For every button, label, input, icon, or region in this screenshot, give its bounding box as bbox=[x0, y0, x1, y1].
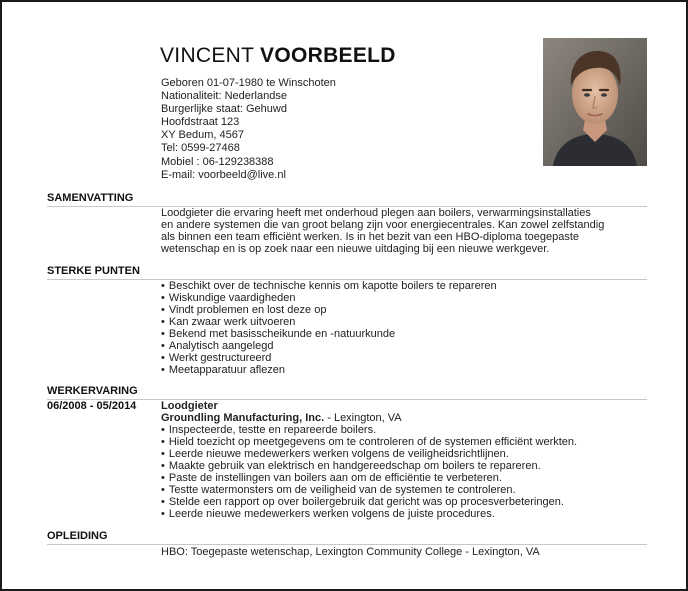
employer-line bbox=[161, 412, 651, 424]
contact-line: Hoofdstraat 123 bbox=[161, 116, 240, 129]
section-divider bbox=[47, 544, 647, 545]
list-item: • Maakte gebruik van elektrisch en handgereedschap om boilers te repareren. bbox=[161, 460, 651, 472]
list-item: • Leerde nieuwe medewerkers werken volgens de veiligheidsrichtlijnen. bbox=[161, 448, 651, 460]
list-item: • Werkt gestructureerd bbox=[161, 352, 651, 364]
contact-line: E-mail: voorbeeld@live.nl bbox=[161, 168, 286, 181]
summary-line: wetenschap en is op zoek naar een nieuwe uitdaging bij een nieuwe werkgever. bbox=[161, 243, 550, 255]
employer-name: Groundling Manufacturing, Inc. bbox=[161, 412, 325, 424]
list-item: • Meetapparatuur aflezen bbox=[161, 364, 651, 376]
portrait-image bbox=[543, 38, 647, 166]
section-title-education: OPLEIDING bbox=[47, 530, 108, 542]
experience-entry bbox=[161, 400, 651, 520]
candidate-name bbox=[160, 44, 396, 68]
contact-details bbox=[161, 77, 336, 182]
list-item: • Leerde nieuwe medewerkers werken volgens de juiste procedures. bbox=[161, 508, 651, 520]
summary-line: Loodgieter die ervaring heeft met onderhoud plegen aan boilers, verwarmingsinstallaties bbox=[161, 207, 591, 219]
strengths-list bbox=[161, 280, 651, 376]
section-title-experience: WERKERVARING bbox=[47, 385, 138, 397]
list-item: • Hield toezicht op meetgegevens om te controleren of de systemen efficiënt werkten. bbox=[161, 436, 651, 448]
list-item: • Wiskundige vaardigheden bbox=[161, 292, 651, 304]
job-title: Loodgieter bbox=[161, 400, 218, 412]
profile-photo bbox=[543, 38, 647, 166]
list-item: • Inspecteerde, testte en repareerde boilers. bbox=[161, 424, 651, 436]
list-item: • Stelde een rapport op over boilergebruik dat gericht was op procesverbeteringen. bbox=[161, 496, 651, 508]
contact-line: Burgerlijke staat: Gehuwd bbox=[161, 103, 287, 116]
section-title-strengths: STERKE PUNTEN bbox=[47, 265, 140, 277]
summary-line: als binnen een team efficiënt werken. Is in het bezit van een HBO-diploma toegepaste bbox=[161, 231, 580, 243]
contact-line: Mobiel : 06-129238388 bbox=[161, 155, 274, 168]
list-item: • Analytisch aangelegd bbox=[161, 340, 651, 352]
employer-location: - Lexington, VA bbox=[324, 412, 402, 424]
list-item: • Bekend met basisscheikunde en -natuurkunde bbox=[161, 328, 651, 340]
job-dates: 06/2008 - 05/2014 bbox=[47, 400, 137, 412]
list-item: • Testte watermonsters om de veiligheid van de systemen te controleren. bbox=[161, 484, 651, 496]
contact-line: Nationaliteit: Nederlandse bbox=[161, 90, 287, 103]
education-text: HBO: Toegepaste wetenschap, Lexington Community College - Lexington, VA bbox=[161, 546, 540, 558]
summary-text bbox=[161, 207, 651, 255]
list-item: • Kan zwaar werk uitvoeren bbox=[161, 316, 651, 328]
contact-line: XY Bedum, 4567 bbox=[161, 129, 244, 142]
list-item: • Paste de instellingen van boilers aan om de efficiëntie te verbeteren. bbox=[161, 472, 651, 484]
summary-line: en andere systemen die van groot belang zijn voor energiecentrales. Kan zowel zelfstandig bbox=[161, 219, 605, 231]
duties-list bbox=[161, 424, 651, 520]
last-name: VOORBEELD bbox=[260, 44, 396, 67]
contact-line: Tel: 0599-27468 bbox=[161, 142, 240, 155]
first-name: VINCENT bbox=[160, 44, 254, 67]
section-title-summary: SAMENVATTING bbox=[47, 192, 134, 204]
list-item: • Vindt problemen en lost deze op bbox=[161, 304, 651, 316]
list-item: • Beschikt over de technische kennis om kapotte boilers te repareren bbox=[161, 280, 651, 292]
contact-line: Geboren 01-07-1980 te Winschoten bbox=[161, 77, 336, 89]
